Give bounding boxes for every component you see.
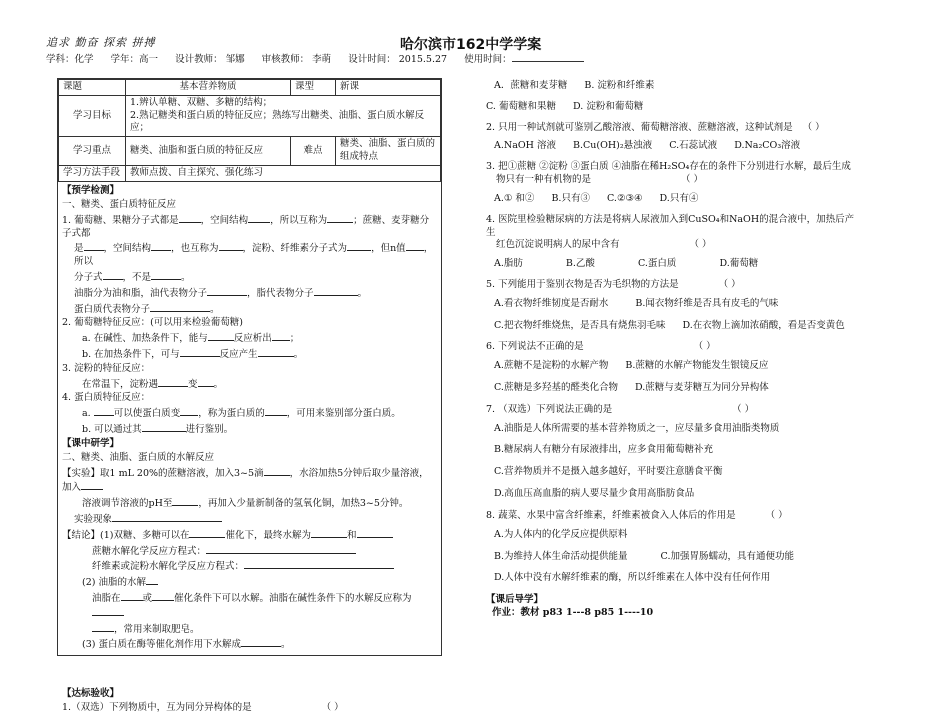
page-title: 哈尔滨市162中学学案 [400, 37, 542, 53]
study-line: 纤维素或淀粉水解化学反应方程式： [62, 559, 437, 574]
homework: 作业：教材 p83 1---8 p85 1----10 [492, 606, 654, 618]
preview-line: 1. 葡萄糖、果糖分子式都是 ，空间结构 ，所以互称为 ；蔗糖、麦芽糖分子式都 [62, 214, 430, 239]
option: A.蔗糖不是淀粉的水解产物 [494, 360, 609, 372]
meta-design-date: 设计时间： 2015.5.27 [348, 54, 448, 65]
topic-value: 基本营养物质 [126, 80, 291, 96]
key-value: 糖类、油脂和蛋白质的特征反应 [126, 137, 291, 166]
option: A.NaOH 溶液 [494, 140, 556, 152]
preview-sub: 一、糖类、蛋白质特征反应 [62, 198, 177, 210]
option: B. 淀粉和纤维素 [584, 80, 655, 91]
study-heading: 【课中研学】 [62, 437, 120, 449]
study-line: 蔗糖水解化学反应方程式： [62, 544, 437, 559]
option: A．蔗糖和麦芽糖 [494, 80, 568, 91]
preview-line: 分子式 ，不是 。 [74, 271, 191, 283]
option: B.Cu(OH)₂悬浊液 [572, 140, 653, 152]
left-body [58, 182, 441, 718]
option: C.把衣物纤维烧焦，是否具有烧焦羽毛味 [494, 319, 666, 331]
preview-line: 是 ，空间结构 ，也互称为 ，淀粉、纤维素分子式为 ，但n值 ，所以 [74, 243, 434, 268]
preview-heading: 【预学检测】 [62, 185, 120, 197]
option-row: A.油脂是人体所需要的基本营养物质之一，应尽量多食用油脂类物质 [494, 422, 780, 434]
preview-line: 蛋白质代表物分子 。 [74, 303, 220, 315]
after-class-heading: 【课后导学】 [486, 594, 544, 606]
option-row [486, 101, 861, 114]
option: B.为维持人体生命活动提供能量 [494, 550, 628, 562]
question-7: 7. （双选）下列说法正确的是 （ ） [486, 403, 755, 415]
question-3-cont: 物只有一种有机物的是 （ ） [496, 174, 704, 186]
goals-label: 学习目标 [59, 95, 126, 136]
preview-line: 4. 蛋白质特征反应： [62, 392, 151, 404]
check-heading: 【达标验收】 [62, 688, 120, 700]
study-line: 油脂在 或 催化条件下可以水解。油脂在碱性条件下的水解反应称为 [62, 591, 437, 621]
preview-line: 油脂分为油和脂，油代表物分子 ，脂代表物分子 。 [74, 287, 368, 299]
method-label: 学习方法手段 [59, 166, 126, 182]
preview-line: a. 可以使蛋白质变 ，称为蛋白质的 ，可用来鉴别部分蛋白质。 [82, 408, 401, 420]
check-question: 1.（双选）下列物质中，互为同分异构体的是 （ ） [62, 702, 344, 714]
preview-line: a. 在碱性、加热条件下，能与 反应析出 ； [82, 333, 300, 345]
study-line: 【实验】取1 mL 20%的蔗糖溶液，加入3~5滴 ，水浴加热5分钟后取少量溶液，加入 [62, 467, 429, 494]
option: B.闻衣物纤维是否具有皮毛的气味 [635, 297, 779, 309]
preview-line: 2. 葡萄糖特征反应：(可以用来检验葡萄糖) [62, 317, 243, 329]
right-column [486, 78, 861, 620]
study-line: (2) 油脂的水解 [62, 575, 437, 590]
question-6: 6. 下列说法不正确的是 （ ） [486, 341, 716, 353]
option-row [494, 298, 861, 311]
option: B.蔗糖的水解产物能发生银镜反应 [625, 360, 769, 372]
meta-designer: 设计教师： 邹娜 [175, 54, 245, 65]
preview-line: b. 可以通过其 进行鉴别。 [82, 424, 234, 436]
option-row: C.营养物质并不是摄入越多越好，平时要注意膳食平衡 [494, 466, 723, 478]
goal-item: 2.熟记糖类和蛋白质的特征反应；熟练写出糖类、油脂、蛋白质水解反应； [130, 109, 425, 134]
option-row: D.人体中没有水解纤维素的酶，所以纤维素在人体中没有任何作用 [494, 572, 771, 584]
option: D. 淀粉和葡萄糖 [573, 100, 644, 112]
meta-subject: 学科：化学 [46, 54, 94, 65]
question-5: 5. 下列能用于鉴别衣物是否为毛织物的方法是 （ ） [486, 278, 741, 290]
difficulty-label: 难点 [291, 137, 336, 166]
option-row [494, 193, 861, 206]
option-row [494, 551, 861, 564]
option-row [494, 140, 861, 153]
option-row: A.为人体内的化学反应提供原料 [494, 528, 628, 540]
meta-grade: 学年：高一 [110, 54, 159, 65]
preview-line: 在常温下，淀粉遇 变 。 [82, 378, 224, 390]
goals-value [126, 95, 441, 136]
study-line: ，常用来制取肥皂。 [62, 622, 437, 637]
option: A.脂肪 [494, 258, 523, 270]
meta-line [46, 52, 926, 67]
option: D.在衣物上滴加浓硝酸，看是否变黄色 [682, 319, 845, 331]
left-column [57, 78, 442, 714]
difficulty-value: 糖类、油脂、蛋白质的组成特点 [336, 137, 441, 166]
option: B.乙酸 [565, 258, 595, 270]
question-8: 8. 蔬菜、水果中富含纤维素，纤维素被食入人体后的作用是 （ ） [486, 509, 788, 521]
study-line: 实验现象 [62, 512, 437, 527]
option: D.Na₂CO₃溶液 [734, 140, 801, 152]
option-row [494, 258, 861, 271]
study-line: (3) 蛋白质在酶等催化剂作用下水解成 。 [82, 639, 291, 651]
option: B.只有③ [551, 192, 590, 204]
key-label: 学习重点 [59, 137, 126, 166]
option: D.葡萄糖 [719, 258, 759, 270]
study-line: 【结论】(1)双糖、多糖可以在 催化下，最终水解为 和 [62, 528, 437, 543]
topic-label: 课题 [59, 80, 126, 96]
option: C.蛋白质 [637, 258, 677, 270]
question-4: 4. 医院里检验糖尿病的方法是将病人尿液加入到CuSO₄和NaOH的混合液中，加热后产生 [486, 213, 855, 238]
question-4-cont: 红色沉淀说明病人的尿中含有 （ ） [496, 239, 712, 251]
option-row: D.高血压高血脂的病人要尽量少食用高脂肪食品 [494, 488, 695, 500]
option: C.石蕊试液 [669, 140, 718, 152]
option-row [494, 360, 861, 373]
info-table [58, 79, 441, 182]
goal-item: 1.辨认单糖、双糖、多糖的结构； [130, 96, 273, 108]
type-value: 新课 [336, 80, 441, 96]
option: C.加强胃肠蠕动，具有通便功能 [660, 550, 794, 562]
option: C.蔗糖是多羟基的醛类化合物 [494, 382, 618, 393]
option: A.看衣物纤维韧度是否耐水 [494, 297, 609, 309]
question-2: 2. 只用一种试剂就可鉴别乙酸溶液、葡萄糖溶液、蔗糖溶液，这种试剂是 （ ） [486, 121, 825, 133]
type-label: 课型 [291, 80, 336, 96]
meta-use-time: 使用时间： [464, 54, 598, 65]
option-row [494, 80, 861, 93]
option: C.②③④ [607, 192, 643, 204]
question-3: 3. 把①蔗糖 ②淀粉 ③蛋白质 ④油脂在稀H₂SO₄存在的条件下分别进行水解，最后生成 [486, 161, 851, 173]
preview-line: 3. 淀粉的特征反应： [62, 362, 151, 374]
meta-reviewer: 审核教师： 李萌 [261, 54, 332, 65]
method-value: 教师点拨、自主探究、强化练习 [126, 166, 441, 182]
option-row [494, 320, 861, 333]
option: C. 葡萄糖和果糖 [486, 100, 556, 112]
option-row: B.糖尿病人有糖分有尿液排出，应多食用葡萄糖补充 [494, 444, 714, 456]
option: D.只有④ [659, 192, 699, 204]
motto: 追求 勤奋 探索 拼搏 [46, 36, 156, 49]
study-sub: 二、糖类、油脂、蛋白质的水解反应 [62, 451, 215, 463]
preview-line: b. 在加热条件下，可与 反应产生 。 [82, 349, 304, 360]
option-row [494, 382, 861, 395]
option: A.① 和② [494, 192, 535, 204]
option: D.蔗糖与麦芽糖互为同分异构体 [634, 382, 769, 393]
study-line: 溶液调节溶液的pH至 ，再加入少量新制备的氢氧化铜，加热3~5分钟。 [82, 498, 409, 510]
